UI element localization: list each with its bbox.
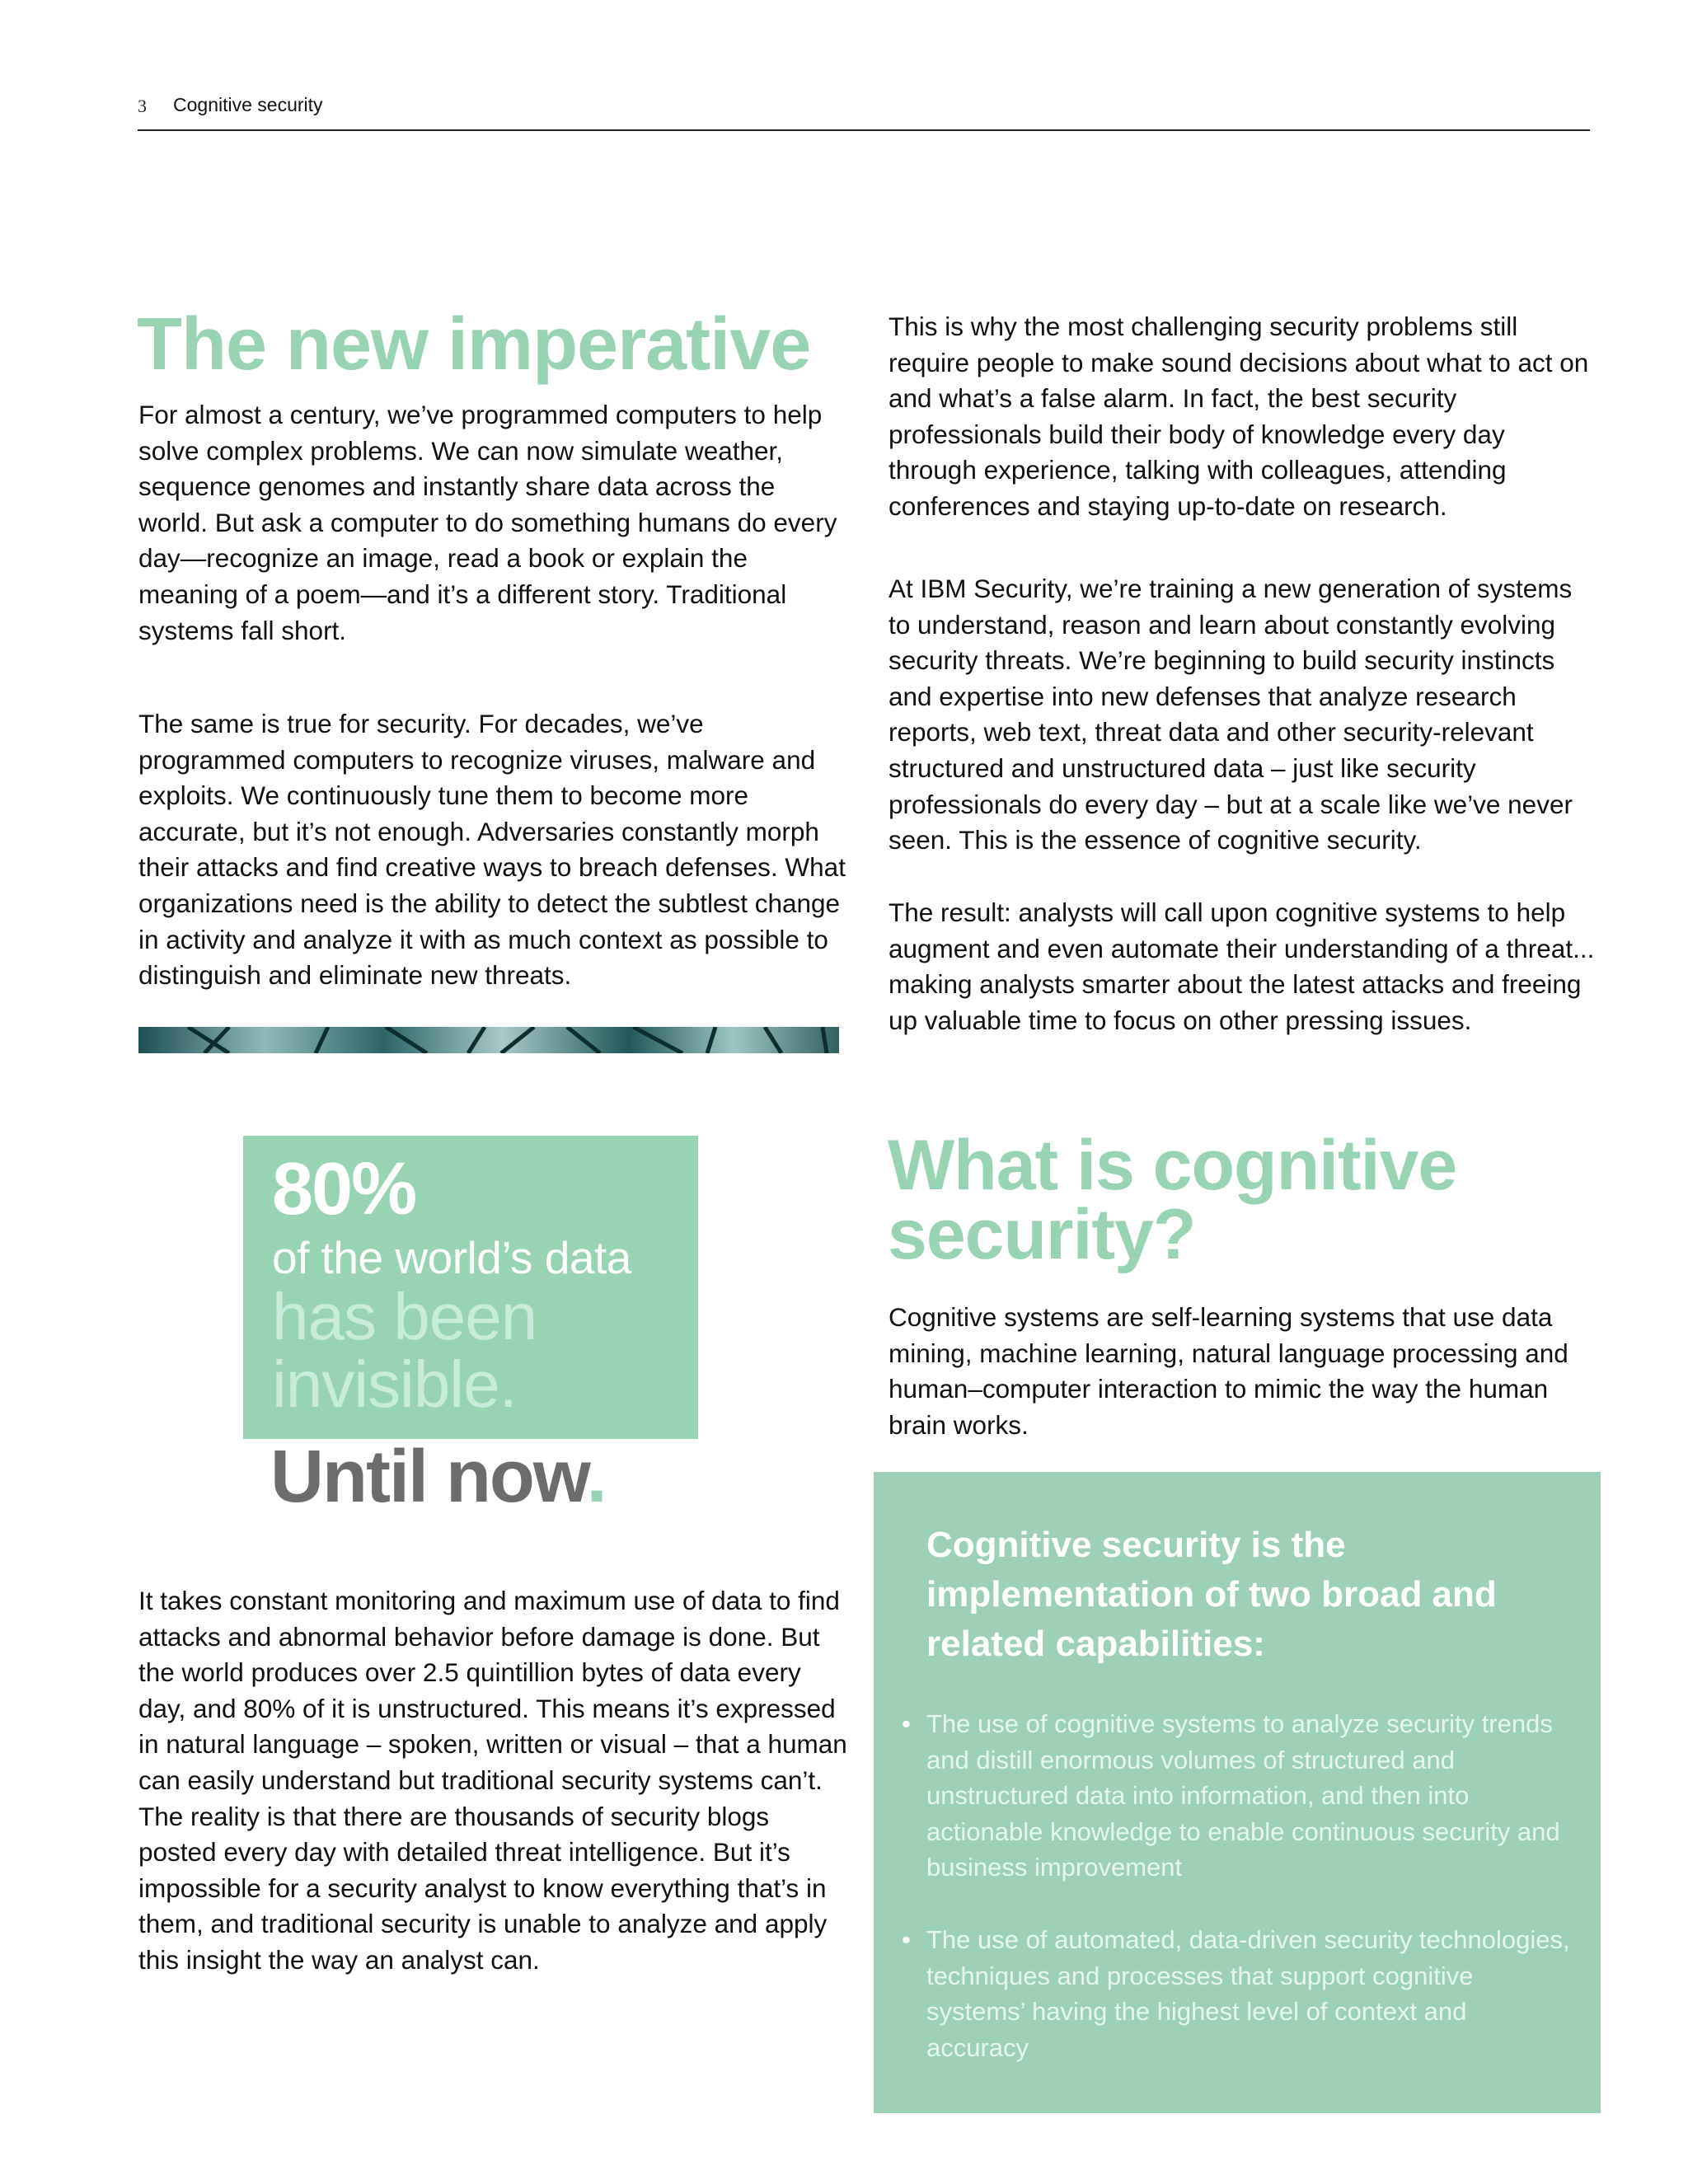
list-item bbox=[898, 1706, 1574, 1886]
capability-text: The use of cognitive systems to analyze security trends and distill enormous volumes of structured and unstructured data into information, and then into actionable knowledge to enable continuous security and business improvement bbox=[926, 1709, 1560, 1882]
intro-paragraph-2: The same is true for security. For decades, we’ve programmed computers to recognize viruses, malware and exploits. We continuously tune them to become more accurate, but it’s not enough. Adversaries constantly morph their attacks and find creative ways to breach defenses. What organizations need is the ability to detect the subtlest change in activity and analyze it with as much context as possible to distinguish and eliminate new threats. bbox=[138, 709, 846, 991]
right-paragraph-1: This is why the most challenging security problems still require people to make sound decisions about what to act on and what’s a false alarm. In fact, the best security professionals build their body of knowledge every day through experience, talking with colleagues, attending conferences and staying up-to-date on research. bbox=[889, 312, 1589, 521]
running-header-title: Cognitive security bbox=[173, 94, 323, 115]
capability-text: The use of automated, data-driven security technologies, techniques and processes that support cognitive systems’ having the highest level of context and accuracy bbox=[926, 1924, 1570, 2062]
list-item bbox=[898, 1922, 1574, 2065]
until-now-dot: . bbox=[586, 1436, 606, 1518]
unstructured-data-paragraph: It takes constant monitoring and maximum use of data to find attacks and abnormal behavior before damage is done. But the world produces over 2.5 quintillion bytes of data every day, and 80% of it is unstructured. This means it’s expressed in natural language – spoken, written or visual – that a human can easily understand but traditional security systems can’t. The reality is that there are thousands of security blogs posted every day with detailed threat intelligence. But it’s impossible for a security analyst to know everything that’s in them, and traditional security is unable to analyze and apply this insight the way an analyst can. bbox=[138, 1586, 847, 1975]
bullet-icon: • bbox=[902, 1709, 911, 1738]
section-heading-new-imperative: The new imperative bbox=[137, 303, 811, 386]
page-number: 3 bbox=[138, 96, 147, 116]
right-paragraph-2: At IBM Security, we’re training a new generation of systems to understand, reason and learn about constantly evolving security threats. We’re beginning to build security instincts and expertise into new defenses that analyze research reports, web text, threat data and other security-relevant structured and unstructured data – just like security professionals do every day – but at a scale like we’ve never seen. This is the essence of cognitive security. bbox=[889, 574, 1573, 855]
intro-paragraph-1: For almost a century, we’ve programmed computers to help solve complex problems. We can now simulate weather, sequence genomes and instantly share data across the world. But ask a computer to do something humans do every day—recognize an image, read a book or explain the meaning of a poem—and it’s a different story. Traditional systems fall short. bbox=[138, 400, 837, 645]
section-heading-what-is-cognitive-security: What is cognitive security? bbox=[888, 1126, 1457, 1274]
decorative-photo-strip bbox=[138, 1027, 839, 1053]
right-paragraph-3: The result: analysts will call upon cognitive systems to help augment and even automate their understanding of a threat... making analysts smarter about the latest attacks and freeing up valuable time to focus on other pressing issues. bbox=[889, 898, 1595, 1035]
statistic-value: 80% bbox=[272, 1148, 416, 1230]
until-now-tagline bbox=[270, 1436, 606, 1518]
bullet-icon: • bbox=[902, 1924, 911, 1954]
statistic-line-1: of the world’s data bbox=[272, 1232, 631, 1283]
capabilities-panel-title: Cognitive security is the implementation of two broad and related capabilities: bbox=[926, 1525, 1497, 1664]
cognitive-definition-paragraph: Cognitive systems are self-learning systems that use data mining, machine learning, natural language processing and human–computer interaction to mimic the way the human brain works. bbox=[889, 1302, 1568, 1440]
header-divider bbox=[138, 129, 1590, 131]
geometric-glass-image bbox=[138, 1027, 839, 1053]
until-now-text: Until now bbox=[270, 1436, 587, 1518]
statistic-line-2: has been invisible. bbox=[272, 1280, 537, 1421]
capabilities-list bbox=[898, 1706, 1574, 2102]
